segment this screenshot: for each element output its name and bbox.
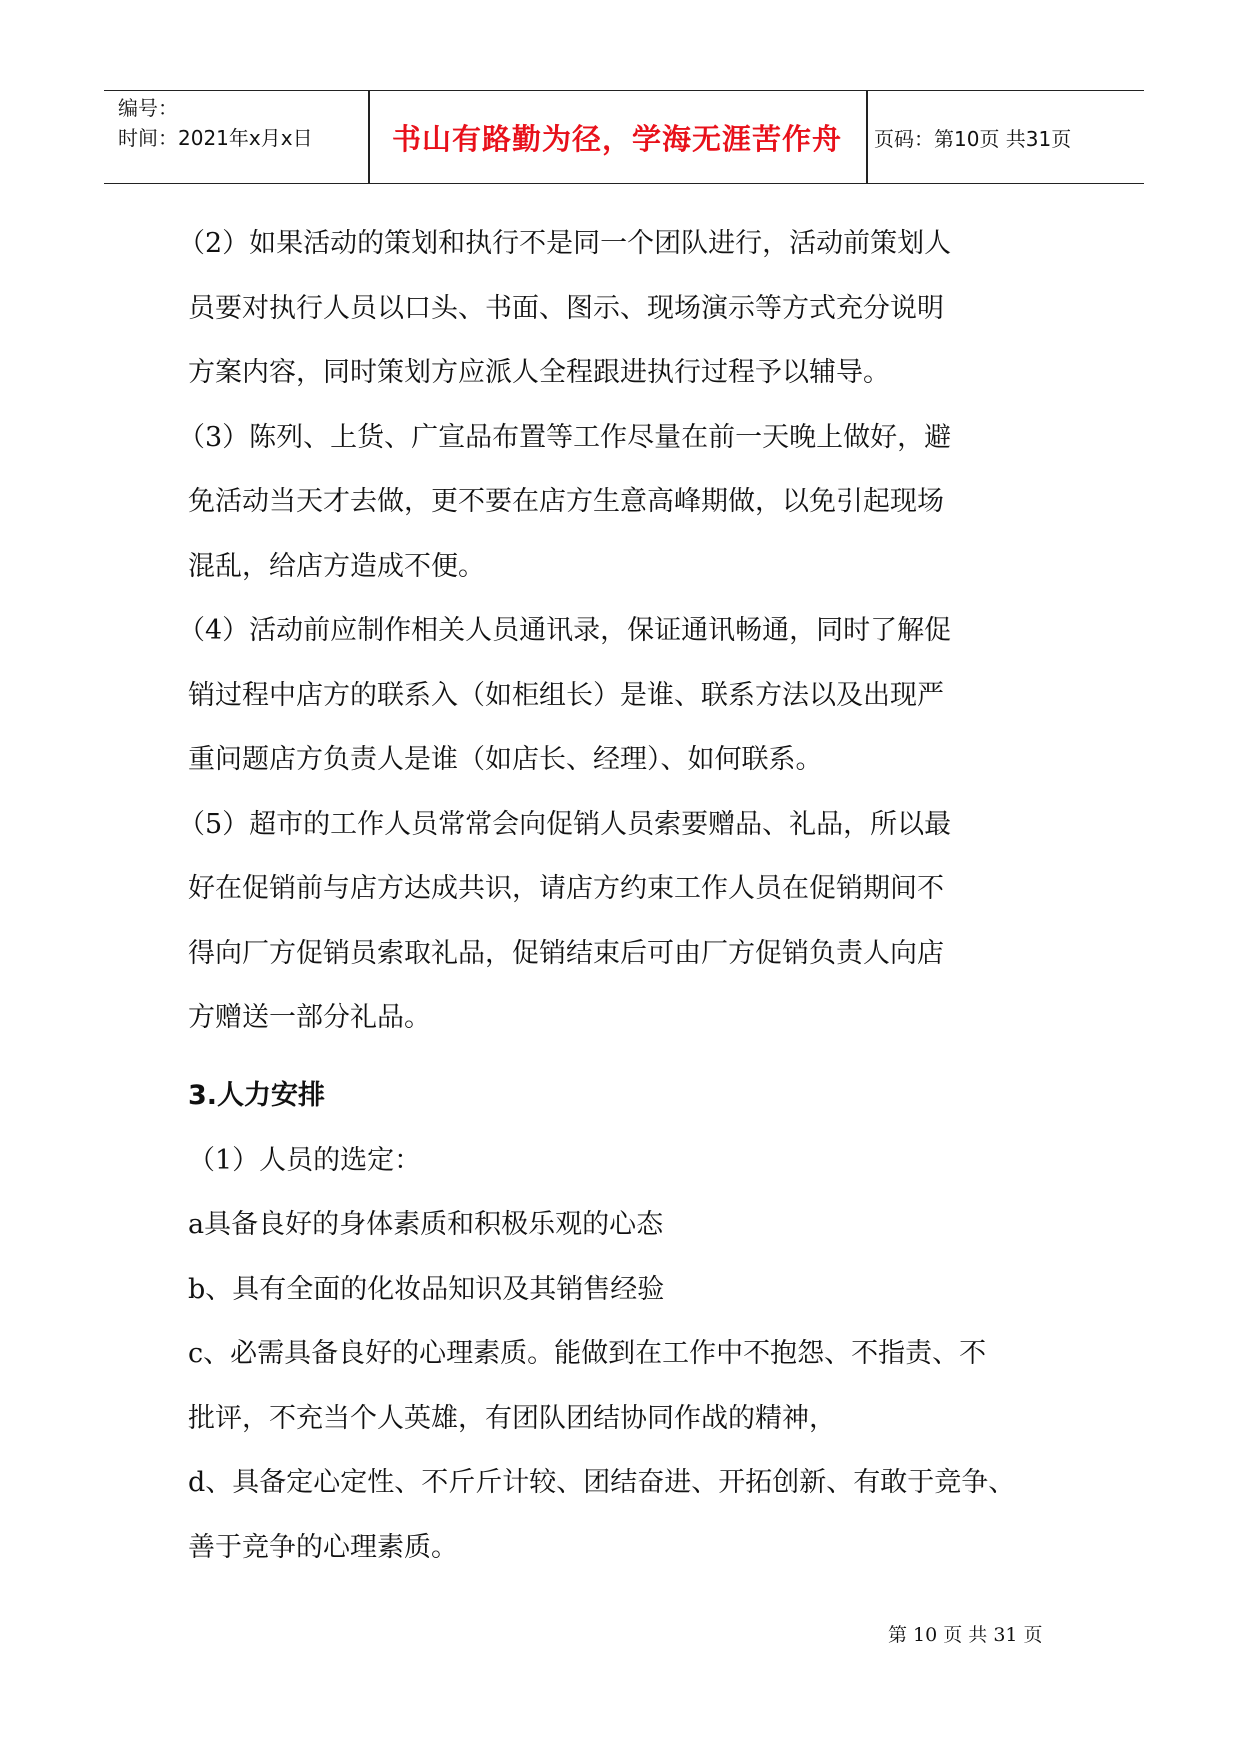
section-heading: 3.人力安排 xyxy=(188,1080,326,1111)
section-line: c、必需具备良好的心理素质。能做到在工作中不抱怨、不指责、不 xyxy=(188,1338,987,1369)
paragraph-line: 销过程中店方的联系入（如柜组长）是谁、联系方法以及出现严 xyxy=(188,679,944,711)
list-item xyxy=(178,599,1088,793)
document-time-label: 时间：2021年x月x日 xyxy=(118,126,313,150)
paragraph-line: （5）超市的工作人员常常会向促销人员索要赠品、礼品，所以最 xyxy=(178,808,952,840)
paragraph-line: 免活动当天才去做，更不要在店方生意高峰期做，以免引起现场 xyxy=(188,486,944,517)
paragraph-line: 重问题店方负责人是谁（如店长、经理）、如何联系。 xyxy=(188,744,823,775)
document-number-label: 编号： xyxy=(118,96,178,120)
paragraph-line: （3）陈列、上货、广宣品布置等工作尽量在前一天晚上做好，避 xyxy=(178,421,952,453)
body-content xyxy=(178,212,1088,1051)
page-footer: 第 10 页 共 31 页 xyxy=(888,1624,1043,1646)
list-item xyxy=(178,793,1088,1051)
page-header xyxy=(104,90,1144,184)
paragraph-line: （2）如果活动的策划和执行不是同一个团队进行，活动前策划人 xyxy=(178,228,952,259)
section-line: 批评，不充当个人英雄，有团队团结协同作战的精神， xyxy=(188,1402,836,1434)
staffing-section xyxy=(188,1064,1088,1580)
header-meta xyxy=(118,93,368,153)
paragraph-line: 方赠送一部分礼品。 xyxy=(188,1002,431,1033)
paragraph-line: 员要对执行人员以口头、书面、图示、现场演示等方式充分说明 xyxy=(188,292,944,324)
paragraph-line: 好在促销前与店方达成共识，请店方约束工作人员在促销期间不 xyxy=(188,873,944,904)
header-page-number: 页码：第10页 共31页 xyxy=(874,126,1072,151)
list-item xyxy=(178,212,1088,406)
section-line: 善于竞争的心理素质。 xyxy=(188,1531,458,1563)
header-motto: 书山有路勤为径，学海无涯苦作舟 xyxy=(391,121,842,156)
paragraph-line: 方案内容，同时策划方应派人全程跟进执行过程予以辅导。 xyxy=(188,357,890,388)
paragraph-line: （4）活动前应制作相关人员通讯录，保证通讯畅通，同时了解促 xyxy=(178,615,952,646)
section-line: b、具有全面的化妆品知识及其销售经验 xyxy=(188,1273,665,1305)
section-line: d、具备定心定性、不斤斤计较、团结奋进、开拓创新、有敢于竞争、 xyxy=(188,1467,1016,1498)
section-line: （1）人员的选定： xyxy=(188,1144,422,1176)
list-item xyxy=(178,406,1088,600)
section-line: a具备良好的身体素质和积极乐观的心态 xyxy=(188,1209,664,1240)
paragraph-line: 得向厂方促销员索取礼品，促销结束后可由厂方促销负责人向店 xyxy=(188,937,944,969)
header-divider-right xyxy=(866,91,868,183)
paragraph-line: 混乱，给店方造成不便。 xyxy=(188,550,485,582)
